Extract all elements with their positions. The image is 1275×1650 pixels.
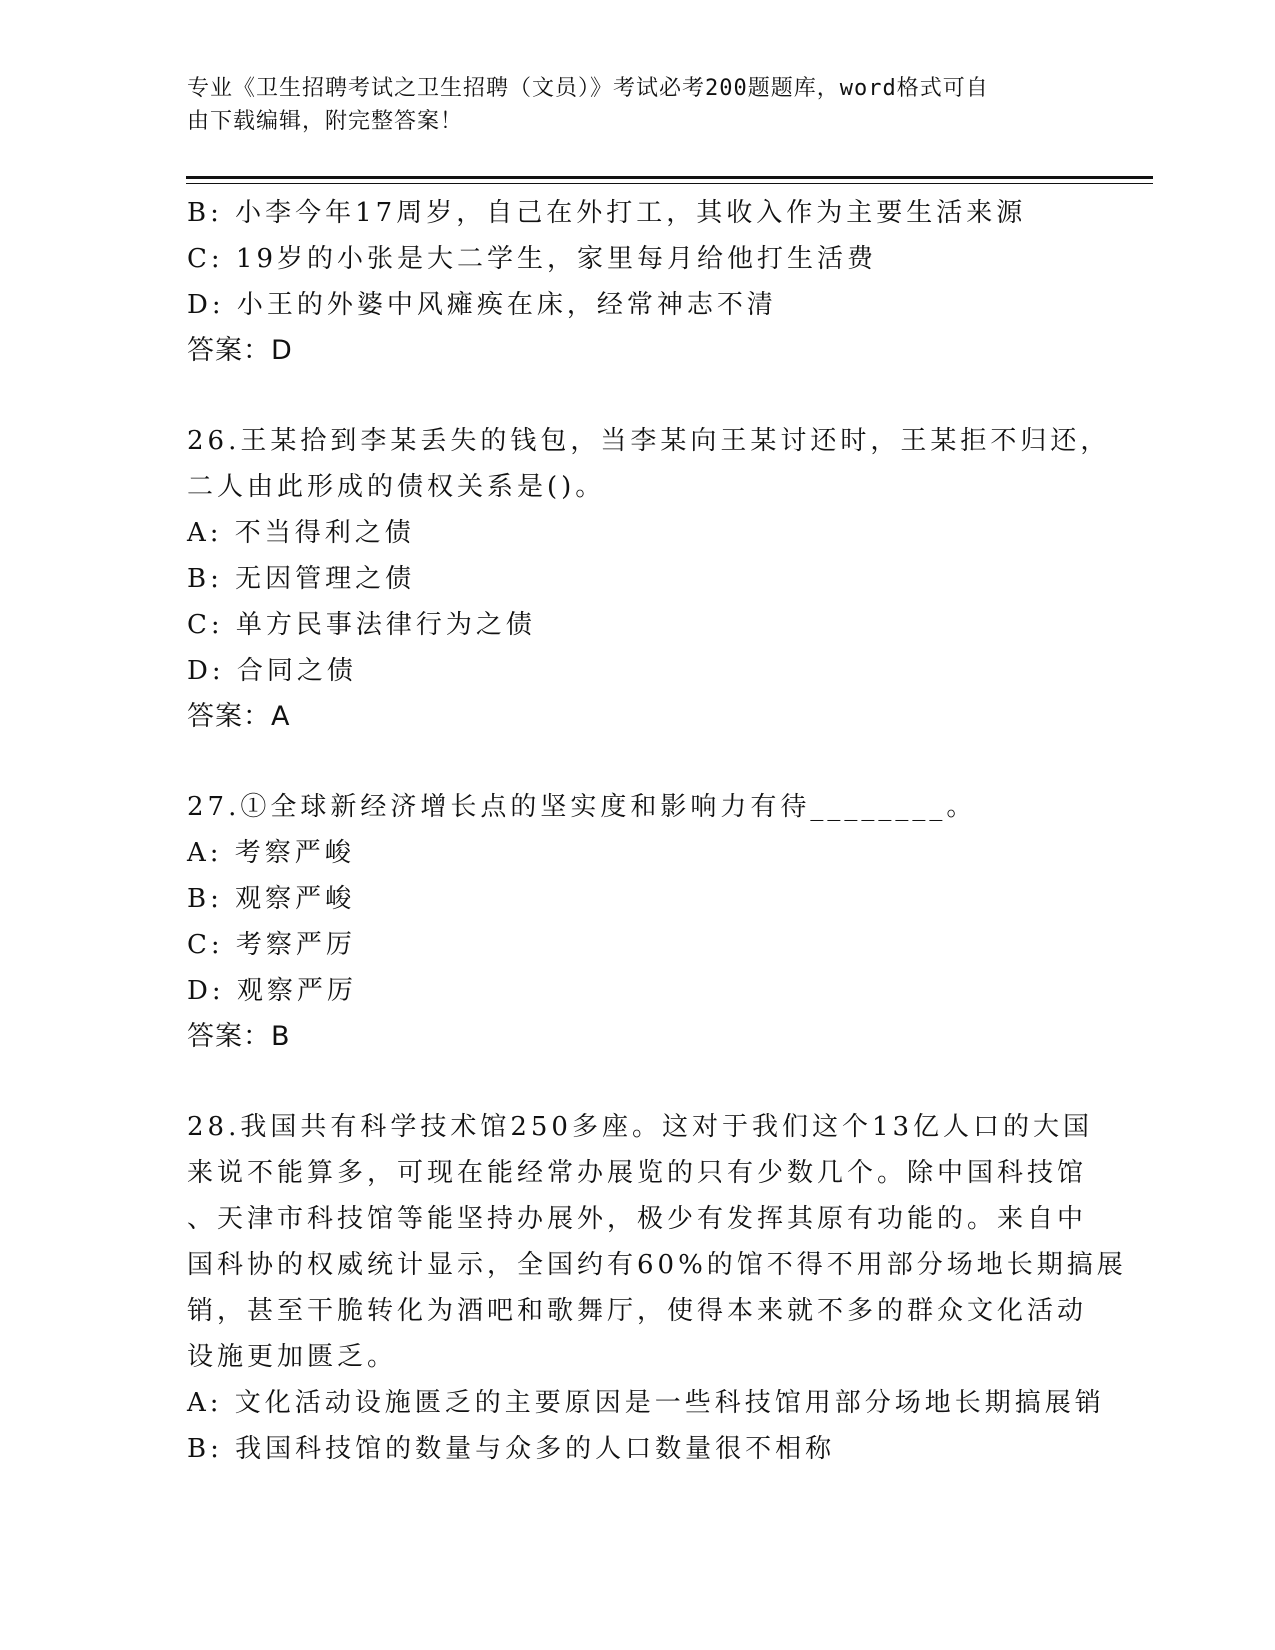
question-26 — [187, 418, 1111, 740]
question-gap — [187, 1060, 1087, 1104]
question-stem-line: 、天津市科技馆等能坚持办展外，极少有发挥其原有功能的。来自中 — [187, 1204, 1088, 1234]
question-gap — [187, 740, 1087, 784]
header-divider-thin — [186, 183, 1153, 184]
option-b: B: 小李今年17周岁，自己在外打工，其收入作为主要生活来源 — [187, 198, 1027, 228]
question-stem-line: 二人由此形成的债权关系是()。 — [187, 472, 606, 502]
option-d: D: 合同之债 — [187, 656, 357, 686]
option-a: A: 文化活动设施匮乏的主要原因是一些科技馆用部分场地长期搞展销 — [187, 1388, 1105, 1418]
option-d: D: 小王的外婆中风瘫痪在床，经常神志不清 — [187, 290, 777, 320]
question-stem-line: 28.我国共有科学技术馆250多座。这对于我们这个13亿人口的大国 — [187, 1112, 1094, 1142]
option-a: A: 不当得利之债 — [187, 518, 415, 548]
document-header — [187, 72, 1087, 138]
option-c: C: 单方民事法律行为之债 — [187, 610, 536, 640]
header-line-2: 由下载编辑，附完整答案！ — [187, 109, 464, 134]
option-c: C: 19岁的小张是大二学生，家里每月给他打生活费 — [187, 244, 878, 274]
question-stem-line: 来说不能算多，可现在能经常办展览的只有少数几个。除中国科技馆 — [187, 1158, 1088, 1188]
question-gap — [187, 374, 1087, 418]
question-content — [187, 190, 1127, 1472]
question-stem-line: 销，甚至干脆转化为酒吧和歌舞厅，使得本来就不多的群众文化活动 — [187, 1296, 1088, 1326]
header-divider-thick — [186, 176, 1153, 179]
question-28 — [187, 1104, 1127, 1472]
question-27 — [187, 784, 1087, 1060]
question-stem-line: 国科协的权威统计显示，全国约有60%的馆不得不用部分场地长期搞展 — [187, 1250, 1127, 1280]
option-a: A: 考察严峻 — [187, 838, 355, 868]
option-c: C: 考察严厉 — [187, 930, 356, 960]
answer-line: 答案：A — [187, 701, 291, 732]
option-b: B: 观察严峻 — [187, 884, 356, 914]
option-b: B: 我国科技馆的数量与众多的人口数量很不相称 — [187, 1434, 836, 1464]
question-25 — [187, 190, 1087, 374]
option-b: B: 无因管理之债 — [187, 564, 416, 594]
answer-line: 答案：B — [187, 1021, 291, 1052]
header-line-1: 专业《卫生招聘考试之卫生招聘（文员）》考试必考200题题库，word格式可自 — [187, 76, 989, 101]
answer-line: 答案：D — [187, 335, 293, 366]
question-stem-line: 设施更加匮乏。 — [187, 1342, 398, 1372]
question-stem-line: 27.①全球新经济增长点的坚实度和影响力有待________。 — [187, 792, 977, 822]
question-stem-line: 26.王某拾到李某丢失的钱包，当李某向王某讨还时，王某拒不归还， — [187, 426, 1111, 456]
option-d: D: 观察严厉 — [187, 976, 357, 1006]
